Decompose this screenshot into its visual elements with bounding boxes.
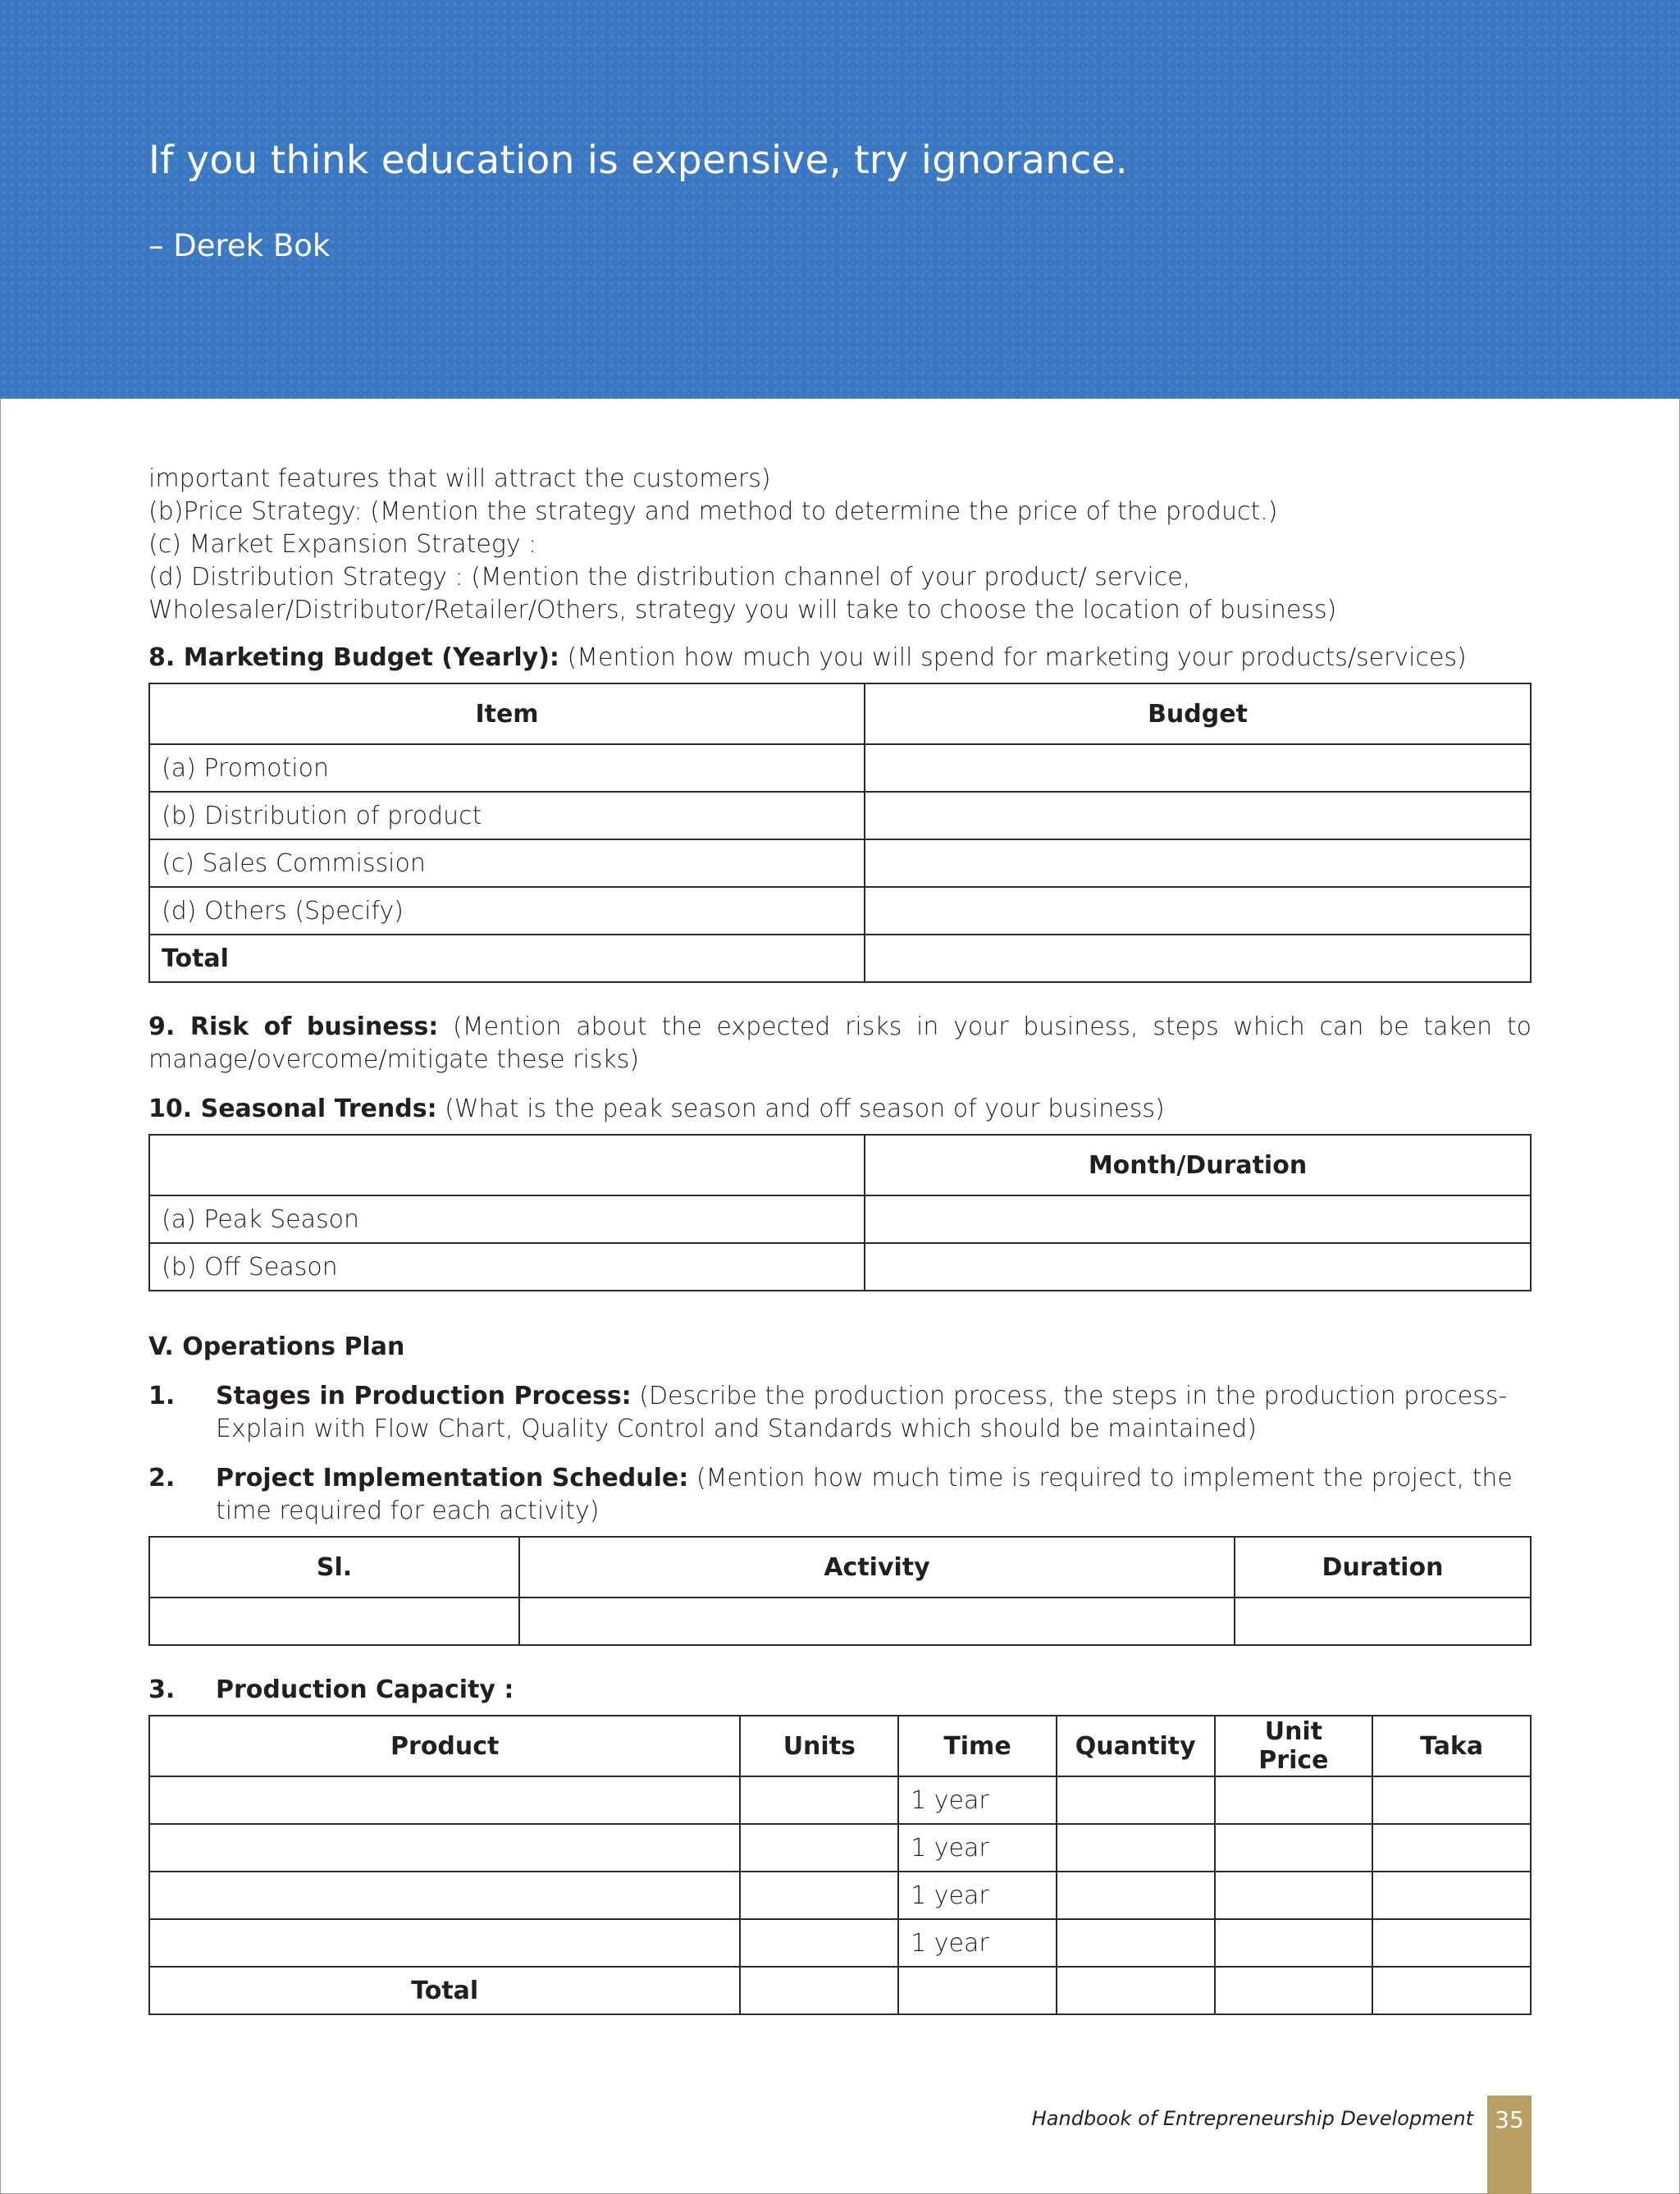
step-number: 1. bbox=[148, 1382, 176, 1410]
step-description: (Describe the production process, the steps in the production process- Explain with Flow Chart, Quality Control and Standards which should be maintained) bbox=[216, 1382, 1508, 1443]
budget-item-label: (b) Distribution of product bbox=[149, 792, 865, 839]
table-row bbox=[149, 839, 1531, 887]
banner-quote: If you think education is expensive, try ignorance. bbox=[148, 138, 1128, 183]
unit-price-cell[interactable] bbox=[1215, 1776, 1373, 1824]
marketing-budget-title: 8. Marketing Budget (Yearly): bbox=[148, 643, 559, 672]
budget-value-cell[interactable] bbox=[865, 744, 1531, 792]
step-text bbox=[216, 1674, 1532, 1707]
page-number: 35 bbox=[1487, 2096, 1532, 2194]
table-header-row bbox=[149, 1716, 1531, 1776]
intro-text bbox=[148, 463, 1532, 627]
intro-line: (c) Market Expansion Strategy : bbox=[148, 530, 537, 559]
seasonal-description: (What is the peak season and off season of your business) bbox=[445, 1095, 1165, 1123]
step-number: 2. bbox=[148, 1464, 176, 1492]
time-cell: 1 year bbox=[898, 1776, 1057, 1824]
table-row bbox=[149, 887, 1531, 935]
product-cell[interactable] bbox=[149, 1776, 740, 1824]
sl-cell[interactable] bbox=[149, 1598, 519, 1645]
activity-cell[interactable] bbox=[519, 1598, 1235, 1645]
budget-total-cell[interactable] bbox=[865, 935, 1531, 982]
col-duration-header: Duration bbox=[1235, 1537, 1531, 1598]
unit-price-cell[interactable] bbox=[1215, 1919, 1373, 1967]
col-unit-price-header: Unit Price bbox=[1215, 1716, 1373, 1776]
table-row bbox=[149, 1919, 1531, 1967]
quantity-cell[interactable] bbox=[1057, 1776, 1215, 1824]
time-total-cell[interactable] bbox=[898, 1967, 1057, 2014]
budget-item-label: (d) Others (Specify) bbox=[149, 887, 865, 935]
budget-value-cell[interactable] bbox=[865, 887, 1531, 935]
step-number: 3. bbox=[148, 1675, 176, 1704]
table-row-total bbox=[149, 935, 1531, 982]
step-heading: Production Capacity : bbox=[216, 1675, 514, 1704]
footer-book-title: Handbook of Entrepreneurship Development bbox=[1031, 2107, 1473, 2130]
table-header-row bbox=[149, 1537, 1531, 1598]
units-cell[interactable] bbox=[740, 1824, 898, 1872]
marketing-budget-table bbox=[148, 683, 1532, 983]
quantity-total-cell[interactable] bbox=[1057, 1967, 1215, 2014]
table-row-total bbox=[149, 1967, 1531, 2014]
unit-price-cell[interactable] bbox=[1215, 1824, 1373, 1872]
taka-cell[interactable] bbox=[1372, 1776, 1531, 1824]
table-row bbox=[149, 1243, 1531, 1291]
quantity-cell[interactable] bbox=[1057, 1824, 1215, 1872]
table-header-row bbox=[149, 683, 1531, 744]
operations-step-1 bbox=[148, 1380, 1532, 1446]
col-taka-header: Taka bbox=[1372, 1716, 1531, 1776]
duration-cell[interactable] bbox=[1235, 1598, 1531, 1645]
seasonal-heading bbox=[148, 1093, 1532, 1126]
unit-price-cell[interactable] bbox=[1215, 1872, 1373, 1919]
operations-plan-title: V. Operations Plan bbox=[148, 1332, 405, 1361]
intro-line: (b)Price Strategy: (Mention the strategy and method to determine the price of the product.) bbox=[148, 497, 1278, 526]
risk-section bbox=[148, 1011, 1532, 1076]
seasonal-blank-header bbox=[149, 1135, 865, 1195]
units-cell[interactable] bbox=[740, 1919, 898, 1967]
table-header-row bbox=[149, 1135, 1531, 1195]
col-sl-header: Sl. bbox=[149, 1537, 519, 1598]
taka-cell[interactable] bbox=[1372, 1919, 1531, 1967]
table-row bbox=[149, 792, 1531, 839]
col-budget-header: Budget bbox=[865, 683, 1531, 744]
table-row bbox=[149, 1824, 1531, 1872]
budget-item-label: (c) Sales Commission bbox=[149, 839, 865, 887]
banner-author: – Derek Bok bbox=[148, 228, 331, 263]
taka-total-cell[interactable] bbox=[1372, 1967, 1531, 2014]
document-body bbox=[148, 463, 1532, 2015]
seasonal-title: 10. Seasonal Trends: bbox=[148, 1095, 437, 1123]
col-activity-header: Activity bbox=[519, 1537, 1235, 1598]
step-heading: Project Implementation Schedule: bbox=[216, 1464, 689, 1492]
implementation-schedule-table bbox=[148, 1536, 1532, 1646]
col-month-header: Month/Duration bbox=[865, 1135, 1531, 1195]
taka-cell[interactable] bbox=[1372, 1824, 1531, 1872]
unit-price-total-cell[interactable] bbox=[1215, 1967, 1373, 2014]
step-text bbox=[216, 1380, 1532, 1446]
step-text bbox=[216, 1462, 1532, 1528]
table-row bbox=[149, 1872, 1531, 1919]
intro-line: Wholesaler/Distributor/Retailer/Others, strategy you will take to choose the location of business) bbox=[148, 596, 1337, 624]
quantity-cell[interactable] bbox=[1057, 1872, 1215, 1919]
season-label: (b) Off Season bbox=[149, 1243, 865, 1291]
season-duration-cell[interactable] bbox=[865, 1195, 1531, 1243]
quote-banner bbox=[0, 0, 1680, 399]
marketing-budget-heading bbox=[148, 642, 1532, 674]
units-total-cell[interactable] bbox=[740, 1967, 898, 2014]
product-cell[interactable] bbox=[149, 1824, 740, 1872]
capacity-total-label: Total bbox=[149, 1967, 740, 2014]
budget-value-cell[interactable] bbox=[865, 839, 1531, 887]
step-heading: Stages in Production Process: bbox=[216, 1382, 632, 1410]
season-label: (a) Peak Season bbox=[149, 1195, 865, 1243]
risk-heading: 9. Risk of business: bbox=[148, 1012, 439, 1041]
product-cell[interactable] bbox=[149, 1919, 740, 1967]
step-description: (Mention how much time is required to implement the project, the time required for each activity) bbox=[216, 1464, 1513, 1525]
marketing-budget-description: (Mention how much you will spend for marketing your products/services) bbox=[567, 643, 1467, 672]
table-row bbox=[149, 1776, 1531, 1824]
time-cell: 1 year bbox=[898, 1824, 1057, 1872]
season-duration-cell[interactable] bbox=[865, 1243, 1531, 1291]
production-capacity-table bbox=[148, 1715, 1532, 2015]
budget-total-label: Total bbox=[149, 935, 865, 982]
intro-line: important features that will attract the customers) bbox=[148, 464, 771, 493]
taka-cell[interactable] bbox=[1372, 1872, 1531, 1919]
table-row bbox=[149, 1598, 1531, 1645]
time-cell: 1 year bbox=[898, 1872, 1057, 1919]
quantity-cell[interactable] bbox=[1057, 1919, 1215, 1967]
budget-value-cell[interactable] bbox=[865, 792, 1531, 839]
time-cell: 1 year bbox=[898, 1919, 1057, 1967]
col-quantity-header: Quantity bbox=[1057, 1716, 1215, 1776]
units-cell[interactable] bbox=[740, 1776, 898, 1824]
col-time-header: Time bbox=[898, 1716, 1057, 1776]
risk-description: (Mention about the expected risks in your business, steps which can be taken to manage/overcome/mitigate these risks) bbox=[148, 1012, 1532, 1074]
seasonal-table bbox=[148, 1134, 1532, 1291]
units-cell[interactable] bbox=[740, 1872, 898, 1919]
operations-step-2 bbox=[148, 1462, 1532, 1528]
table-row bbox=[149, 744, 1531, 792]
intro-line: (d) Distribution Strategy : (Mention the distribution channel of your product/ service, bbox=[148, 563, 1191, 592]
col-item-header: Item bbox=[149, 683, 865, 744]
col-units-header: Units bbox=[740, 1716, 898, 1776]
product-cell[interactable] bbox=[149, 1872, 740, 1919]
operations-step-3 bbox=[148, 1674, 1532, 1707]
table-row bbox=[149, 1195, 1531, 1243]
budget-item-label: (a) Promotion bbox=[149, 744, 865, 792]
col-product-header: Product bbox=[149, 1716, 740, 1776]
